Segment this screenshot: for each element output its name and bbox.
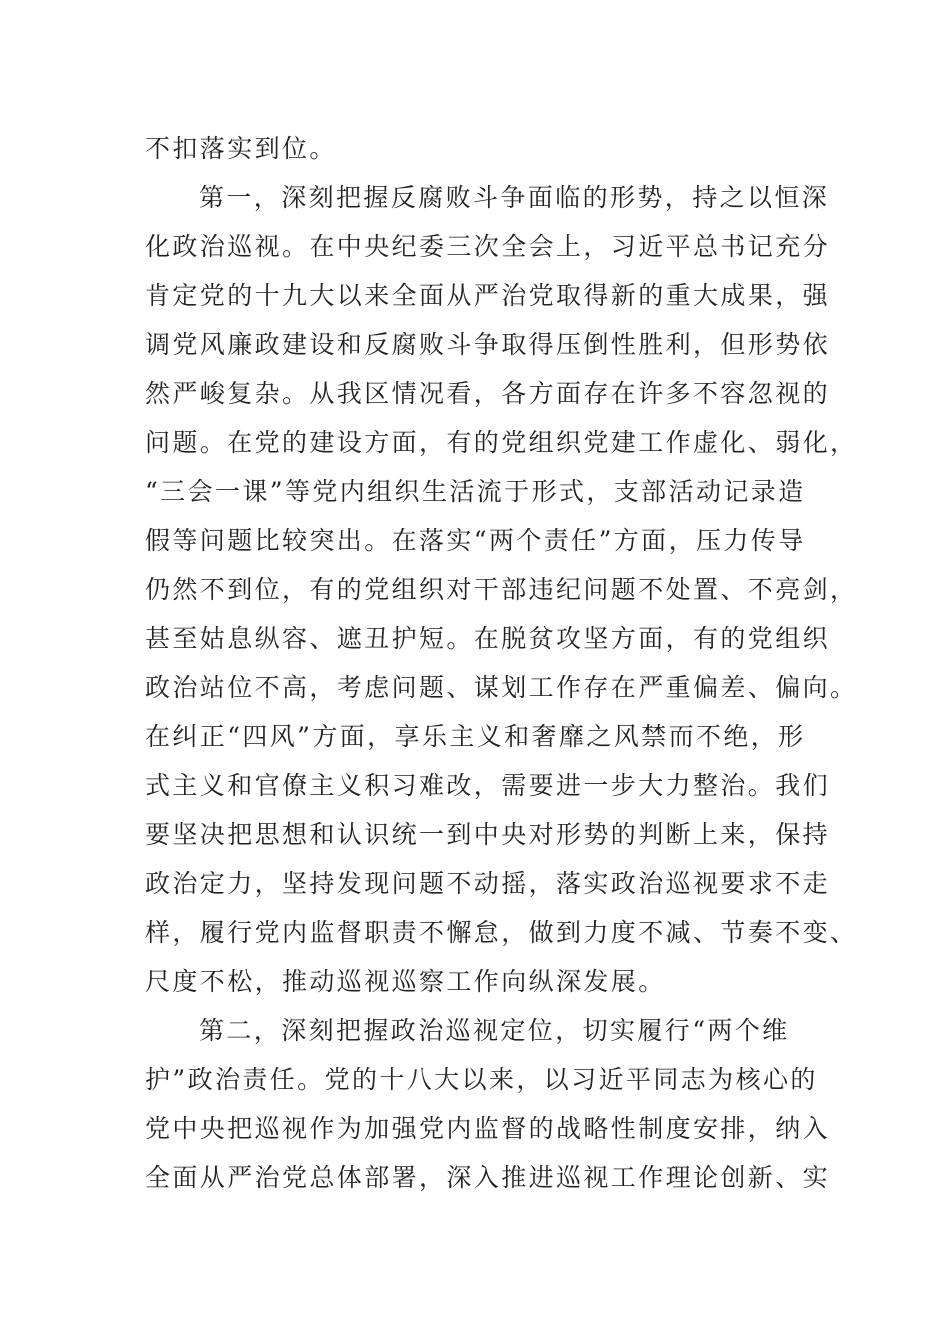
text-line: 在纠正“四风”方面，享乐主义和奢靡之风禁而不绝，形 [145, 722, 806, 751]
text-line: 不扣落实到位。 [145, 134, 337, 163]
text-line: 肯定党的十九大以来全面从严治党取得新的重大成果，强 [145, 281, 831, 310]
text-line: “三会一课”等党内组织生活流于形式，支部活动记录造 [145, 477, 806, 506]
text-line: 尺度不松，推动巡视巡察工作向纵深发展。 [145, 967, 666, 996]
text-line: 然严峻复杂。从我区情况看，各方面存在许多不容忽视的 [145, 379, 831, 408]
text-line: 仍然不到位，有的党组织对干部违纪问题不处置、不亮剑， [145, 575, 858, 604]
text-line: 甚至姑息纵容、遮丑护短。在脱贫攻坚方面，有的党组织 [145, 624, 831, 653]
text-line: 调党风廉政建设和反腐败斗争取得压倒性胜利，但形势依 [145, 330, 831, 359]
text-line: 化政治巡视。在中央纪委三次全会上，习近平总书记充分 [145, 232, 831, 261]
paragraph-first-line: 第二，深刻把握政治巡视定位，切实履行“两个维 [199, 1016, 790, 1045]
text-line: 样，履行党内监督职责不懈怠，做到力度不减、节奏不变、 [145, 918, 858, 947]
paragraph-first-line: 第一，深刻把握反腐败斗争面临的形势，持之以恒深 [199, 183, 830, 212]
text-line: 政治站位不高，考虑问题、谋划工作存在严重偏差、偏向。 [145, 673, 858, 702]
text-line: 政治定力，坚持发现问题不动摇，落实政治巡视要求不走 [145, 869, 831, 898]
text-line: 要坚决把思想和认识统一到中央对形势的判断上来，保持 [145, 820, 831, 849]
text-line: 假等问题比较突出。在落实“两个责任”方面，压力传导 [145, 526, 806, 555]
text-line: 问题。在党的建设方面，有的党组织党建工作虚化、弱化， [145, 428, 858, 457]
text-line: 护”政治责任。党的十八大以来，以习近平同志为核心的 [145, 1065, 818, 1094]
body-text [145, 124, 858, 1202]
text-line: 式主义和官僚主义积习难改，需要进一步大力整治。我们 [145, 771, 831, 800]
text-line: 全面从严治党总体部署，深入推进巡视工作理论创新、实 [145, 1163, 831, 1192]
text-line: 党中央把巡视作为加强党内监督的战略性制度安排，纳入 [145, 1114, 831, 1143]
